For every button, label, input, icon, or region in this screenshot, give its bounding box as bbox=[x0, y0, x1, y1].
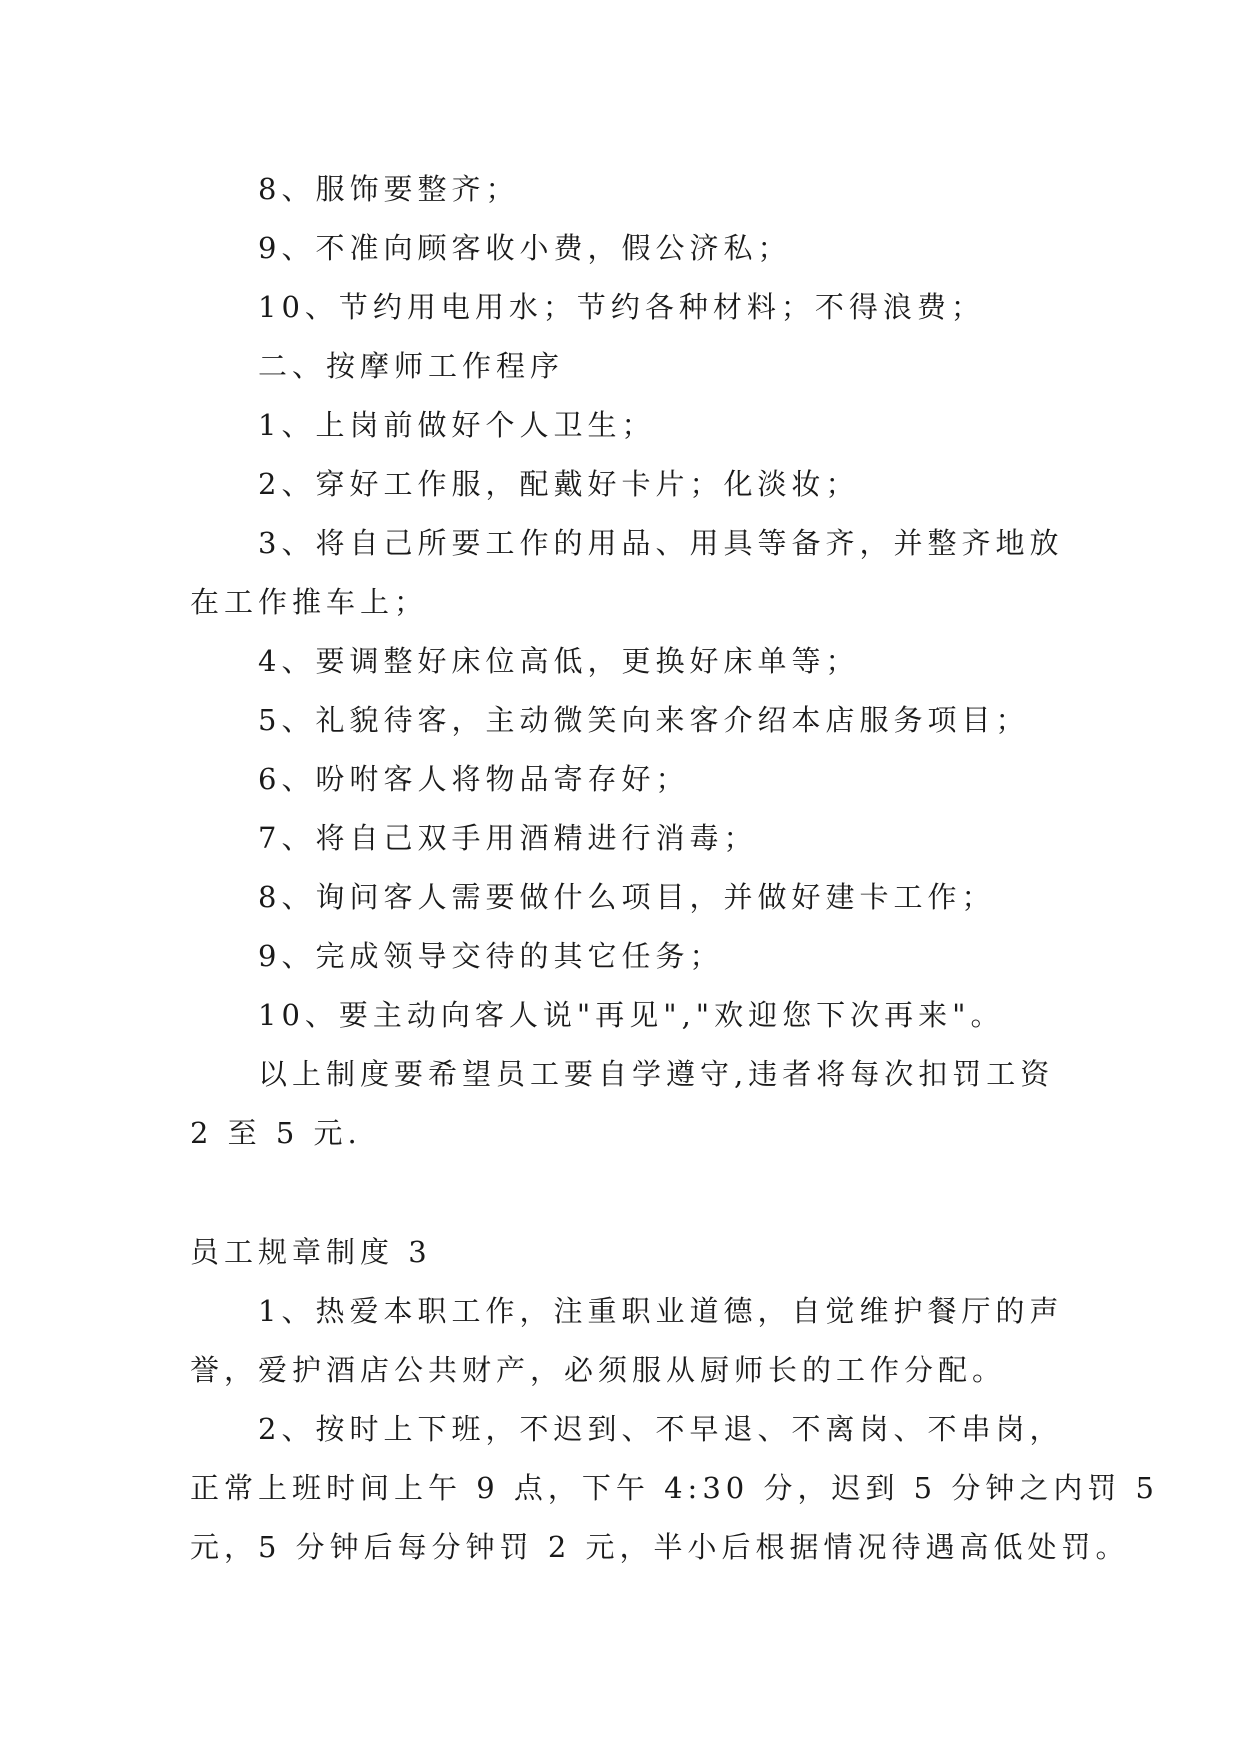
paragraph-line: 10、要主动向客人说"再见","欢迎您下次再来"。 bbox=[258, 998, 1005, 1032]
paragraph-line: 元，5 分钟后每分钟罚 2 元，半小后根据情况待遇高低处罚。 bbox=[190, 1530, 1130, 1564]
subsection-heading: 二、按摩师工作程序 bbox=[258, 349, 565, 383]
paragraph-line: 7、将自己双手用酒精进行消毒； bbox=[258, 821, 758, 855]
paragraph-line: 9、完成领导交待的其它任务； bbox=[258, 939, 724, 973]
paragraph-line: 8、服饰要整齐； bbox=[258, 172, 520, 206]
paragraph-line: 5、礼貌待客，主动微笑向来客介绍本店服务项目； bbox=[258, 703, 1030, 737]
paragraph-line: 3、将自己所要工作的用品、用具等备齐，并整齐地放 bbox=[258, 526, 1064, 560]
section-title: 员工规章制度 3 bbox=[190, 1235, 432, 1269]
paragraph-line: 在工作推车上； bbox=[190, 585, 429, 619]
paragraph-line: 2、按时上下班，不迟到、不早退、不离岗、不串岗， bbox=[258, 1412, 1064, 1446]
paragraph-line: 10、节约用电用水；节约各种材料；不得浪费； bbox=[258, 290, 985, 324]
paragraph-line: 以上制度要希望员工要自学遵守,违者将每次扣罚工资 bbox=[258, 1057, 1055, 1091]
paragraph-line: 誉，爱护酒店公共财产，必须服从厨师长的工作分配。 bbox=[190, 1353, 1007, 1387]
paragraph-line: 1、热爱本职工作，注重职业道德，自觉维护餐厅的声 bbox=[258, 1294, 1064, 1328]
section-gap bbox=[190, 1163, 1070, 1223]
paragraph-line: 9、不准向顾客收小费，假公济私； bbox=[258, 231, 792, 265]
paragraph-line: 2、穿好工作服，配戴好卡片；化淡妆； bbox=[258, 467, 860, 501]
document-body bbox=[190, 160, 1160, 1577]
paragraph-line: 8、询问客人需要做什么项目，并做好建卡工作； bbox=[258, 880, 996, 914]
paragraph-line: 4、要调整好床位高低，更换好床单等； bbox=[258, 644, 860, 678]
paragraph-line: 6、吩咐客人将物品寄存好； bbox=[258, 762, 690, 796]
paragraph-line: 2 至 5 元. bbox=[190, 1116, 362, 1150]
paragraph-line: 1、上岗前做好个人卫生； bbox=[258, 408, 656, 442]
paragraph-line: 正常上班时间上午 9 点，下午 4:30 分，迟到 5 分钟之内罚 5 bbox=[190, 1471, 1160, 1505]
